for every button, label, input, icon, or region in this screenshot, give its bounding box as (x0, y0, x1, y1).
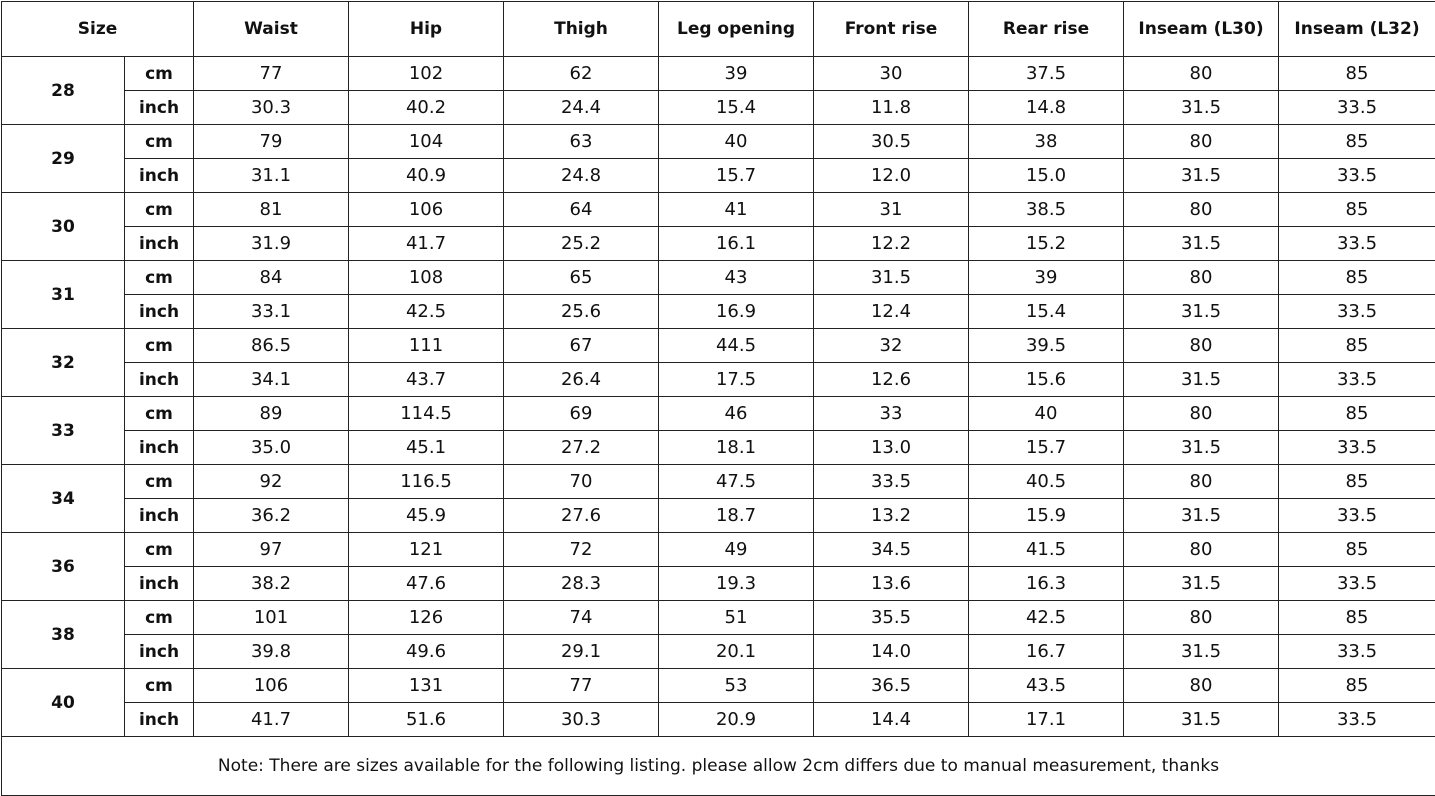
measurement-cell: 80 (1124, 397, 1279, 431)
measurement-cell: 19.3 (659, 567, 814, 601)
table-row (2, 499, 1435, 533)
measurement-cell: 89 (194, 397, 349, 431)
unit-label: inch (125, 431, 194, 465)
measurement-cell: 11.8 (814, 91, 969, 125)
size-label: 29 (2, 125, 125, 193)
measurement-cell: 31.5 (1124, 567, 1279, 601)
header-front-rise: Front rise (814, 2, 969, 57)
unit-label: inch (125, 635, 194, 669)
measurement-cell: 29.1 (504, 635, 659, 669)
measurement-cell: 12.4 (814, 295, 969, 329)
measurement-cell: 33.5 (814, 465, 969, 499)
measurement-cell: 12.2 (814, 227, 969, 261)
measurement-cell: 18.1 (659, 431, 814, 465)
measurement-cell: 70 (504, 465, 659, 499)
measurement-cell: 33.5 (1279, 363, 1435, 397)
header-leg-opening: Leg opening (659, 2, 814, 57)
measurement-cell: 35.0 (194, 431, 349, 465)
measurement-cell: 64 (504, 193, 659, 227)
measurement-cell: 121 (349, 533, 504, 567)
measurement-cell: 85 (1279, 601, 1435, 635)
unit-label: cm (125, 261, 194, 295)
size-label: 28 (2, 57, 125, 125)
measurement-cell: 85 (1279, 533, 1435, 567)
measurement-cell: 39 (659, 57, 814, 91)
measurement-cell: 47.5 (659, 465, 814, 499)
unit-label: cm (125, 465, 194, 499)
measurement-cell: 131 (349, 669, 504, 703)
measurement-cell: 79 (194, 125, 349, 159)
unit-label: inch (125, 227, 194, 261)
measurement-cell: 114.5 (349, 397, 504, 431)
measurement-cell: 44.5 (659, 329, 814, 363)
table-row (2, 703, 1435, 737)
unit-label: inch (125, 91, 194, 125)
unit-label: inch (125, 159, 194, 193)
size-label: 33 (2, 397, 125, 465)
table-body (2, 57, 1435, 737)
measurement-cell: 31.5 (814, 261, 969, 295)
measurement-cell: 38.5 (969, 193, 1124, 227)
measurement-cell: 24.8 (504, 159, 659, 193)
measurement-cell: 27.6 (504, 499, 659, 533)
measurement-cell: 33.5 (1279, 703, 1435, 737)
header-size: Size (2, 2, 194, 57)
measurement-cell: 13.0 (814, 431, 969, 465)
table-row (2, 397, 1435, 431)
measurement-cell: 31.5 (1124, 499, 1279, 533)
measurement-cell: 85 (1279, 261, 1435, 295)
table-row (2, 295, 1435, 329)
table-row (2, 431, 1435, 465)
measurement-cell: 31.1 (194, 159, 349, 193)
measurement-cell: 42.5 (349, 295, 504, 329)
measurement-cell: 104 (349, 125, 504, 159)
measurement-cell: 33.1 (194, 295, 349, 329)
measurement-cell: 33.5 (1279, 431, 1435, 465)
unit-label: cm (125, 669, 194, 703)
measurement-cell: 85 (1279, 57, 1435, 91)
measurement-cell: 46 (659, 397, 814, 431)
measurement-cell: 25.2 (504, 227, 659, 261)
measurement-cell: 37.5 (969, 57, 1124, 91)
measurement-cell: 106 (194, 669, 349, 703)
table-row (2, 227, 1435, 261)
measurement-cell: 31.9 (194, 227, 349, 261)
measurement-cell: 18.7 (659, 499, 814, 533)
table-row (2, 57, 1435, 91)
measurement-cell: 72 (504, 533, 659, 567)
measurement-cell: 13.2 (814, 499, 969, 533)
table-row (2, 567, 1435, 601)
measurement-cell: 16.7 (969, 635, 1124, 669)
table-row (2, 669, 1435, 703)
unit-label: inch (125, 499, 194, 533)
measurement-cell: 13.6 (814, 567, 969, 601)
measurement-cell: 31.5 (1124, 295, 1279, 329)
measurement-cell: 33.5 (1279, 227, 1435, 261)
table-row (2, 159, 1435, 193)
measurement-cell: 33.5 (1279, 295, 1435, 329)
measurement-cell: 45.1 (349, 431, 504, 465)
measurement-cell: 31.5 (1124, 703, 1279, 737)
unit-label: inch (125, 363, 194, 397)
measurement-cell: 38.2 (194, 567, 349, 601)
measurement-cell: 15.4 (659, 91, 814, 125)
measurement-cell: 42.5 (969, 601, 1124, 635)
measurement-cell: 49 (659, 533, 814, 567)
measurement-cell: 16.9 (659, 295, 814, 329)
table-row (2, 533, 1435, 567)
header-inseam-l32: Inseam (L32) (1279, 2, 1435, 57)
measurement-cell: 33.5 (1279, 159, 1435, 193)
measurement-cell: 24.4 (504, 91, 659, 125)
measurement-cell: 45.9 (349, 499, 504, 533)
size-label: 30 (2, 193, 125, 261)
header-thigh: Thigh (504, 2, 659, 57)
measurement-cell: 33.5 (1279, 567, 1435, 601)
measurement-cell: 14.8 (969, 91, 1124, 125)
table-row (2, 193, 1435, 227)
measurement-cell: 92 (194, 465, 349, 499)
measurement-cell: 40 (969, 397, 1124, 431)
measurement-cell: 25.6 (504, 295, 659, 329)
measurement-cell: 12.6 (814, 363, 969, 397)
measurement-cell: 49.6 (349, 635, 504, 669)
table-row (2, 465, 1435, 499)
measurement-cell: 41.7 (349, 227, 504, 261)
measurement-cell: 20.9 (659, 703, 814, 737)
measurement-cell: 14.0 (814, 635, 969, 669)
unit-label: cm (125, 193, 194, 227)
measurement-cell: 67 (504, 329, 659, 363)
measurement-cell: 81 (194, 193, 349, 227)
measurement-cell: 126 (349, 601, 504, 635)
measurement-cell: 32 (814, 329, 969, 363)
measurement-cell: 84 (194, 261, 349, 295)
measurement-cell: 43.5 (969, 669, 1124, 703)
measurement-cell: 34.5 (814, 533, 969, 567)
measurement-cell: 15.7 (969, 431, 1124, 465)
measurement-cell: 62 (504, 57, 659, 91)
measurement-cell: 30 (814, 57, 969, 91)
measurement-cell: 97 (194, 533, 349, 567)
measurement-cell: 16.3 (969, 567, 1124, 601)
measurement-cell: 85 (1279, 669, 1435, 703)
measurement-cell: 33.5 (1279, 499, 1435, 533)
measurement-cell: 80 (1124, 465, 1279, 499)
measurement-cell: 40.5 (969, 465, 1124, 499)
measurement-cell: 41.7 (194, 703, 349, 737)
size-label: 36 (2, 533, 125, 601)
measurement-cell: 15.6 (969, 363, 1124, 397)
header-waist: Waist (194, 2, 349, 57)
measurement-cell: 43 (659, 261, 814, 295)
unit-label: cm (125, 125, 194, 159)
table-row (2, 261, 1435, 295)
measurement-cell: 101 (194, 601, 349, 635)
measurement-cell: 16.1 (659, 227, 814, 261)
measurement-cell: 40.2 (349, 91, 504, 125)
table-row (2, 329, 1435, 363)
measurement-cell: 39.8 (194, 635, 349, 669)
size-label: 40 (2, 669, 125, 737)
measurement-cell: 31.5 (1124, 363, 1279, 397)
measurement-cell: 39 (969, 261, 1124, 295)
measurement-cell: 108 (349, 261, 504, 295)
measurement-cell: 85 (1279, 465, 1435, 499)
note-text: Note: There are sizes available for the following listing. please allow 2cm differs due to manual measurement, thanks (2, 737, 1435, 796)
measurement-cell: 85 (1279, 329, 1435, 363)
measurement-cell: 85 (1279, 397, 1435, 431)
size-label: 32 (2, 329, 125, 397)
measurement-cell: 34.1 (194, 363, 349, 397)
size-label: 38 (2, 601, 125, 669)
measurement-cell: 20.1 (659, 635, 814, 669)
unit-label: inch (125, 567, 194, 601)
measurement-cell: 86.5 (194, 329, 349, 363)
measurement-cell: 80 (1124, 57, 1279, 91)
measurement-cell: 102 (349, 57, 504, 91)
measurement-cell: 38 (969, 125, 1124, 159)
header-hip: Hip (349, 2, 504, 57)
measurement-cell: 31.5 (1124, 91, 1279, 125)
unit-label: cm (125, 397, 194, 431)
measurement-cell: 31 (814, 193, 969, 227)
measurement-cell: 80 (1124, 601, 1279, 635)
measurement-cell: 47.6 (349, 567, 504, 601)
measurement-cell: 80 (1124, 125, 1279, 159)
measurement-cell: 15.9 (969, 499, 1124, 533)
measurement-cell: 36.2 (194, 499, 349, 533)
measurement-cell: 17.1 (969, 703, 1124, 737)
measurement-cell: 15.4 (969, 295, 1124, 329)
measurement-cell: 12.0 (814, 159, 969, 193)
measurement-cell: 80 (1124, 261, 1279, 295)
size-label: 31 (2, 261, 125, 329)
size-label: 34 (2, 465, 125, 533)
measurement-cell: 74 (504, 601, 659, 635)
measurement-cell: 15.7 (659, 159, 814, 193)
measurement-cell: 30.3 (194, 91, 349, 125)
table-row (2, 635, 1435, 669)
measurement-cell: 41.5 (969, 533, 1124, 567)
table-row (2, 91, 1435, 125)
measurement-cell: 33 (814, 397, 969, 431)
measurement-cell: 41 (659, 193, 814, 227)
measurement-cell: 31.5 (1124, 431, 1279, 465)
measurement-cell: 26.4 (504, 363, 659, 397)
measurement-cell: 15.2 (969, 227, 1124, 261)
measurement-cell: 51.6 (349, 703, 504, 737)
measurement-cell: 33.5 (1279, 91, 1435, 125)
measurement-cell: 80 (1124, 669, 1279, 703)
measurement-cell: 80 (1124, 329, 1279, 363)
size-chart-table (1, 1, 1435, 796)
measurement-cell: 53 (659, 669, 814, 703)
measurement-cell: 65 (504, 261, 659, 295)
measurement-cell: 43.7 (349, 363, 504, 397)
unit-label: cm (125, 329, 194, 363)
measurement-cell: 33.5 (1279, 635, 1435, 669)
measurement-cell: 31.5 (1124, 635, 1279, 669)
measurement-cell: 111 (349, 329, 504, 363)
table-row (2, 125, 1435, 159)
header-inseam-l30: Inseam (L30) (1124, 2, 1279, 57)
measurement-cell: 31.5 (1124, 227, 1279, 261)
measurement-cell: 80 (1124, 533, 1279, 567)
note-row (2, 737, 1435, 796)
measurement-cell: 14.4 (814, 703, 969, 737)
measurement-cell: 77 (194, 57, 349, 91)
measurement-cell: 30.3 (504, 703, 659, 737)
measurement-cell: 36.5 (814, 669, 969, 703)
measurement-cell: 85 (1279, 125, 1435, 159)
measurement-cell: 30.5 (814, 125, 969, 159)
unit-label: cm (125, 601, 194, 635)
measurement-cell: 15.0 (969, 159, 1124, 193)
measurement-cell: 39.5 (969, 329, 1124, 363)
unit-label: inch (125, 703, 194, 737)
measurement-cell: 17.5 (659, 363, 814, 397)
measurement-cell: 31.5 (1124, 159, 1279, 193)
table-row (2, 601, 1435, 635)
measurement-cell: 85 (1279, 193, 1435, 227)
table-row (2, 363, 1435, 397)
measurement-cell: 63 (504, 125, 659, 159)
measurement-cell: 116.5 (349, 465, 504, 499)
header-row (2, 2, 1435, 57)
unit-label: inch (125, 295, 194, 329)
measurement-cell: 27.2 (504, 431, 659, 465)
measurement-cell: 28.3 (504, 567, 659, 601)
header-rear-rise: Rear rise (969, 2, 1124, 57)
measurement-cell: 51 (659, 601, 814, 635)
measurement-cell: 69 (504, 397, 659, 431)
measurement-cell: 40.9 (349, 159, 504, 193)
measurement-cell: 40 (659, 125, 814, 159)
unit-label: cm (125, 533, 194, 567)
unit-label: cm (125, 57, 194, 91)
measurement-cell: 80 (1124, 193, 1279, 227)
measurement-cell: 35.5 (814, 601, 969, 635)
measurement-cell: 77 (504, 669, 659, 703)
measurement-cell: 106 (349, 193, 504, 227)
